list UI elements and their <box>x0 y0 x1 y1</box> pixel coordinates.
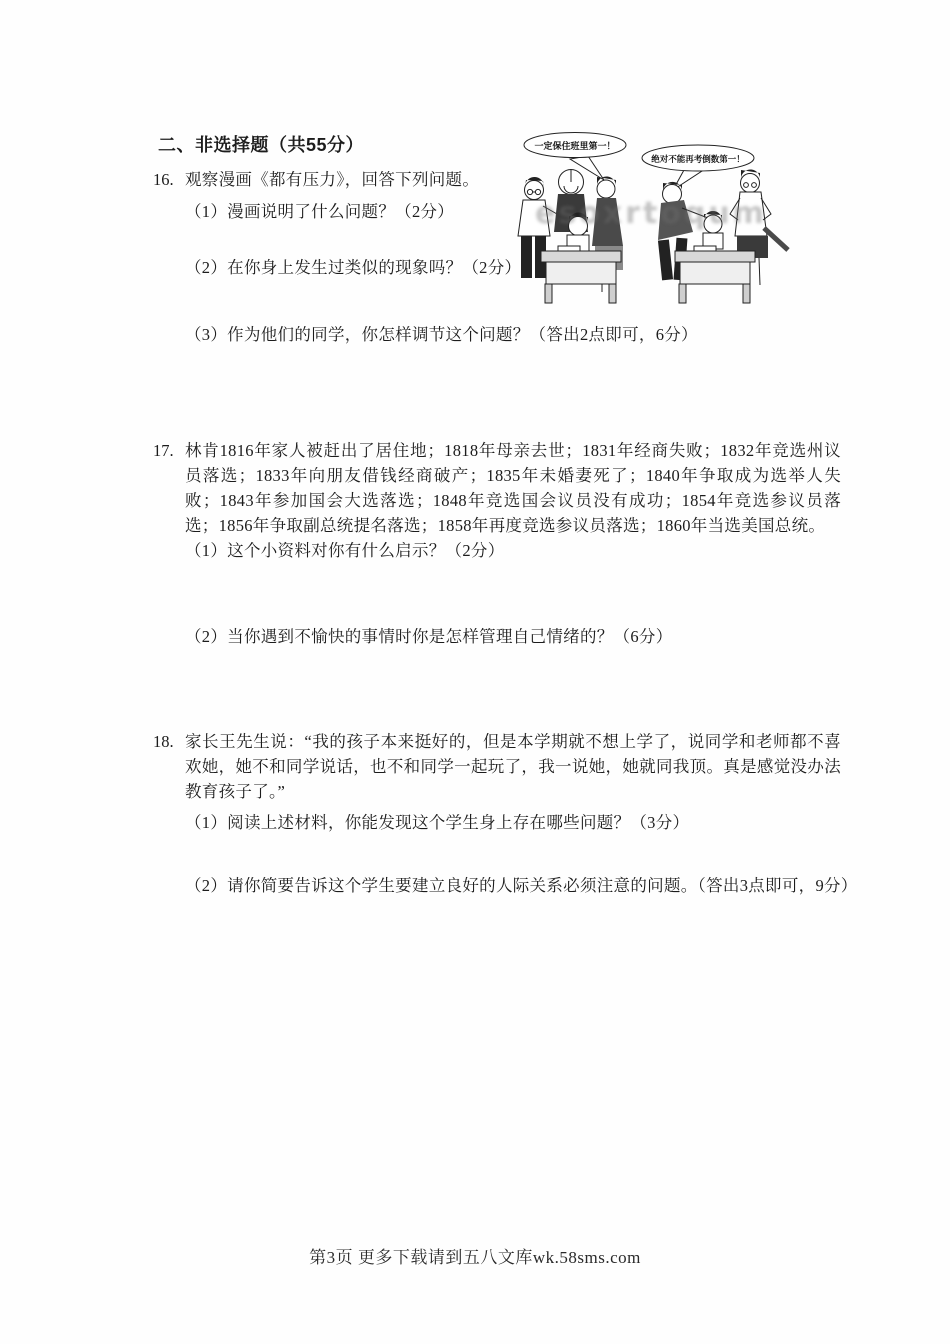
question-16-stem: 观察漫画《都有压力》，回答下列问题。 <box>185 170 480 189</box>
comic-watermark: esoxrtoqum <box>534 196 767 231</box>
question-16-sub-2: （2）在你身上发生过类似的现象吗？（2分） <box>185 258 522 277</box>
comic-left-scene <box>518 133 626 304</box>
question-16-sub-1: （1）漫画说明了什么问题？（2分） <box>185 202 455 221</box>
comic-right-bubble-text: 绝对不能再考倒数第一！ <box>651 154 745 164</box>
question-18-sub-1: （1）阅读上述材料，你能发现这个学生身上存在哪些问题？（3分） <box>185 813 690 832</box>
question-16-number: 16. <box>153 170 174 189</box>
comic-drawing <box>512 130 790 308</box>
question-17-sub-2: （2）当你遇到不愉快的事情时你是怎样管理自己情绪的？（6分） <box>185 627 673 646</box>
comic-right-scene <box>642 145 788 303</box>
comic-left-desk <box>541 246 621 303</box>
page-footer: 第3页 更多下载请到五八文库wk.58sms.com <box>309 1248 641 1267</box>
question-18-stem: 家长王先生说：“我的孩子本来挺好的，但是本学期就不想上学了，说同学和老师都不喜欢她，她不和同学说话，也不和同学一起玩了，我一说她，她就同我顶。真是感觉没办法教育孩子了。” <box>185 732 841 801</box>
question-18-sub-2: （2）请你简要告诉这个学生要建立良好的人际关系必须注意的问题。（答出3点即可，9分） <box>185 876 858 895</box>
question-17-sub-1: （1）这个小资料对你有什么启示？（2分） <box>185 541 505 560</box>
comic-right-desk <box>675 246 755 303</box>
section-header: 二、非选择题（共55分） <box>158 135 365 155</box>
comic-left-bubble-text: 一定保住班里第一！ <box>534 141 616 151</box>
question-16-sub-3: （3）作为他们的同学，你怎样调节这个问题？（答出2点即可，6分） <box>185 325 698 344</box>
question-18-number: 18. <box>153 732 174 751</box>
question-17-stem: 林肯1816年家人被赶出了居住地；1818年母亲去世；1831年经商失败；1832年竞选州议员落选；1833年向朋友借钱经商破产；1835年未婚妻死了；1840年争取成为选举人失败；1843年参加国会大选落选；1848年竞选国会议员没有成功；1854年竞选参议员落选；1856年争取副总统提名落选；1858年再度竞选参议员落选；1860年当选美国总统。 <box>185 441 841 535</box>
question-17-number: 17. <box>153 441 174 460</box>
comic-illustration <box>512 130 790 308</box>
comic-speech-bubble-right <box>642 145 754 190</box>
